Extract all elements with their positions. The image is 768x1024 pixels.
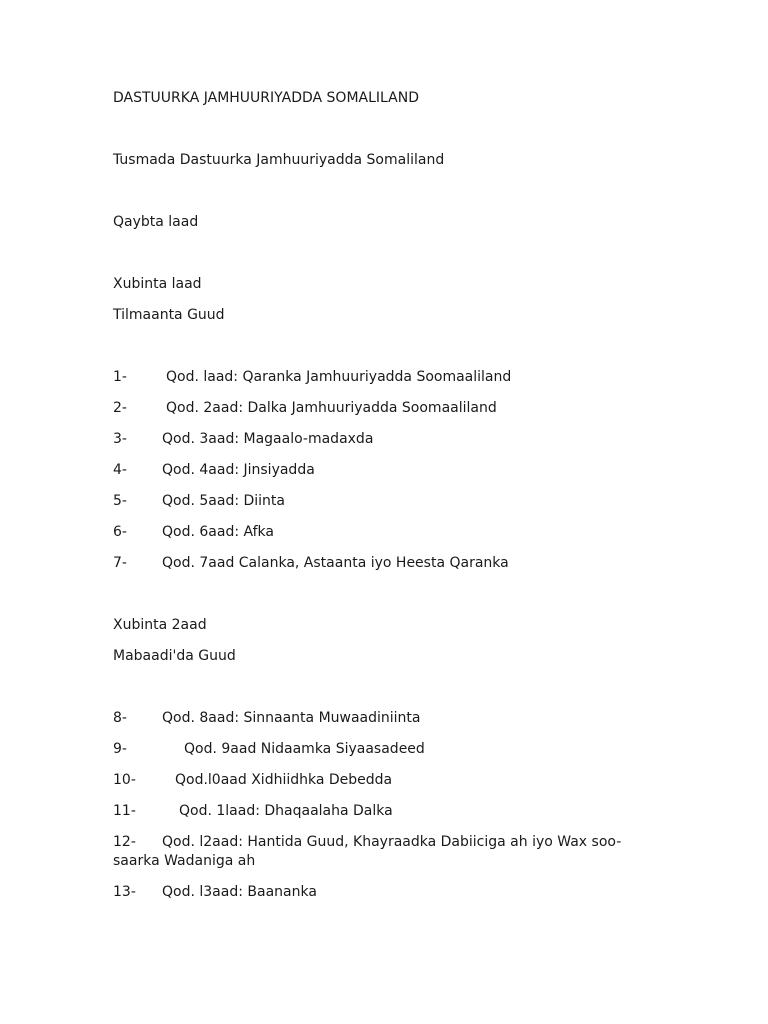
list-item-number: 3-: [113, 431, 127, 447]
list-item-text: Qod. 7aad Calanka, Astaanta iyo Heesta Qaranka: [162, 555, 509, 571]
list-item: [113, 523, 274, 542]
list-item: [113, 740, 425, 759]
list-item: [113, 833, 622, 852]
list-item-number: 2-: [113, 400, 127, 416]
document-subtitle: Tusmada Dastuurka Jamhuuriyadda Somaliland: [113, 152, 445, 168]
list-item-number: 1-: [113, 369, 127, 385]
list-item-number: 4-: [113, 462, 127, 478]
list-item: [113, 399, 497, 418]
list-item-text: Qod. 2aad: Dalka Jamhuuriyadda Soomaaliland: [166, 400, 497, 416]
list-item-text: Qod. 1laad: Dhaqaalaha Dalka: [179, 803, 393, 819]
list-item-text: Qod. 9aad Nidaamka Siyaasadeed: [184, 741, 425, 757]
list-item-continuation: saarka Wadaniga ah: [113, 853, 256, 869]
list-item-text: Qod. 8aad: Sinnaanta Muwaadiniinta: [162, 710, 421, 726]
list-item-text: Qod.l0aad Xidhiidhka Debedda: [175, 772, 393, 788]
list-item-number: 13-: [113, 884, 136, 900]
section2-subheading: Mabaadi'da Guud: [113, 648, 236, 664]
list-item: [113, 461, 315, 480]
list-item: [113, 883, 317, 902]
list-item-text: Qod. l2aad: Hantida Guud, Khayraadka Dabiiciga ah iyo Wax soo-: [162, 834, 622, 850]
list-item-number: 12-: [113, 834, 136, 850]
list-item-number: 10-: [113, 772, 136, 788]
list-item: [113, 771, 393, 790]
list-item-number: 7-: [113, 555, 127, 571]
list-item-text: Qod. laad: Qaranka Jamhuuriyadda Soomaaliland: [166, 369, 512, 385]
document-title: DASTUURKA JAMHUURIYADDA SOMALILAND: [113, 90, 419, 106]
list-item: [113, 709, 421, 728]
section1-heading: Xubinta laad: [113, 276, 202, 292]
list-item-text: Qod. 3aad: Magaalo-madaxda: [162, 431, 374, 447]
list-item-text: Qod. l3aad: Baananka: [162, 884, 317, 900]
section1-subheading: Tilmaanta Guud: [113, 307, 225, 323]
list-item-number: 5-: [113, 493, 127, 509]
list-item-number: 11-: [113, 803, 136, 819]
list-item-text: Qod. 5aad: Diinta: [162, 493, 285, 509]
list-item-number: 6-: [113, 524, 127, 540]
list-item-text: Qod. 4aad: Jinsiyadda: [162, 462, 315, 478]
list-item: [113, 802, 393, 821]
list-item: [113, 368, 512, 387]
list-item-number: 9-: [113, 741, 127, 757]
list-item-number: 8-: [113, 710, 127, 726]
list-item: [113, 492, 285, 511]
list-item: [113, 430, 374, 449]
list-item: [113, 554, 509, 573]
list-item-text: Qod. 6aad: Afka: [162, 524, 274, 540]
part-heading: Qaybta laad: [113, 214, 199, 230]
section2-heading: Xubinta 2aad: [113, 617, 207, 633]
